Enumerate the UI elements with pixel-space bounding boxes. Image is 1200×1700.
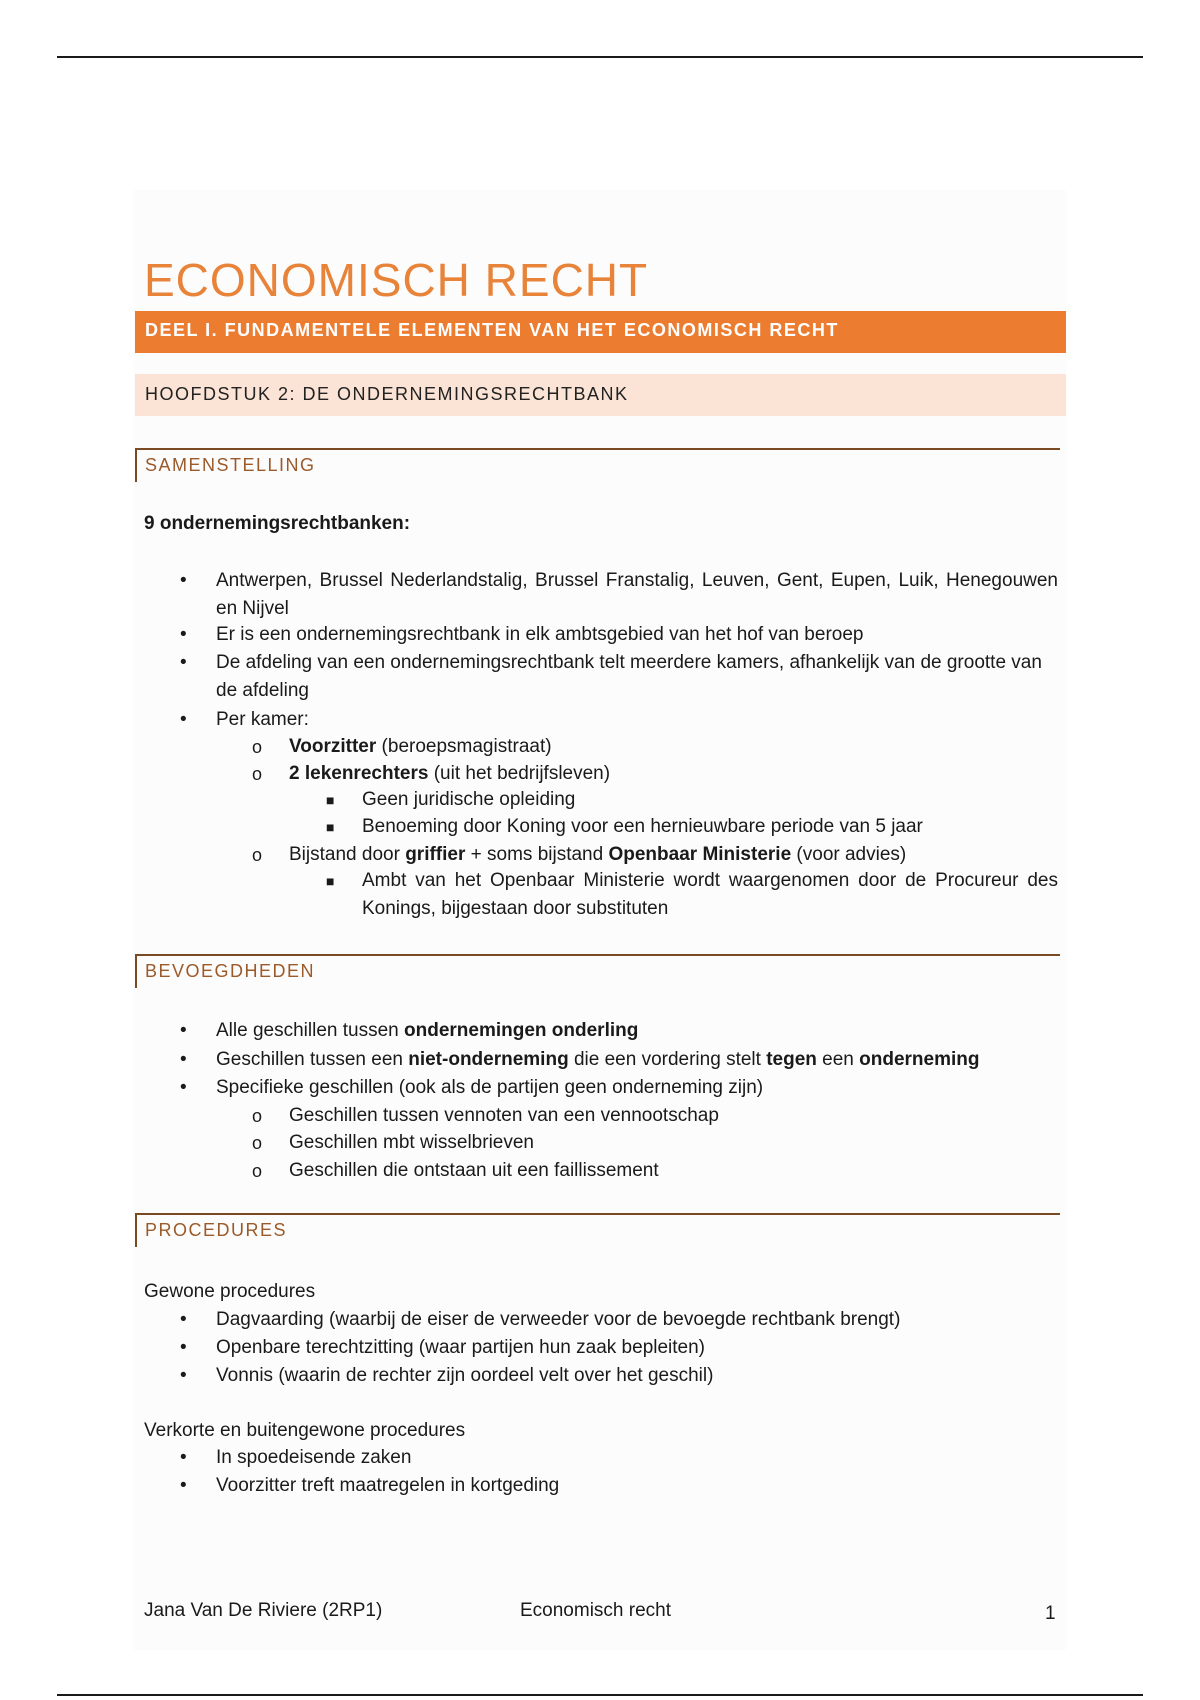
section-heading-samenstelling: SAMENSTELLING [135,448,1060,482]
sub-list-item: Geschillen die ontstaan uit een faillissement [289,1160,659,1181]
bullet-icon: • [180,1447,187,1468]
list-item: Dagvaarding (waarbij de eiser de verweeder voor de bevoegde rechtbank brengt) [216,1309,901,1330]
bullet-icon: • [180,1309,187,1330]
circle-bullet-icon: o [252,845,263,865]
list-item: De afdeling van een ondernemingsrechtbank telt meerdere kamers, afhankelijk van de grootte van de afdeling [216,652,1042,701]
sub-sub-list-item: Ambt van het Openbaar Ministerie wordt waargenomen door de Procureur des Konings, bijgestaan door substituten [362,870,1058,919]
sub-list-item: Voorzitter (beroepsmagistraat) [289,736,552,757]
bullet-icon: • [180,570,187,591]
sub-list-item: Geschillen tussen vennoten van een vennootschap [289,1105,719,1126]
list-item: Geschillen tussen een niet-onderneming die een vordering stelt tegen een onderneming [216,1049,980,1070]
section-heading-bevoegdheden: BEVOEGDHEDEN [135,954,1060,988]
bullet-icon: • [180,1020,187,1041]
document-title: ECONOMISCH RECHT [144,253,649,306]
sub-sub-list-item: Benoeming door Koning voor een hernieuwbare periode van 5 jaar [362,816,923,837]
list-item: Antwerpen, Brussel Nederlandstalig, Brussel Franstalig, Leuven, Gent, Eupen, Luik, Henegouwen en Nijvel [216,570,1058,619]
bullet-icon: • [180,652,187,673]
circle-bullet-icon: o [252,1161,263,1181]
circle-bullet-icon: o [252,764,263,784]
chapter-heading: HOOFDSTUK 2: DE ONDERNEMINGSRECHTBANK [135,374,1066,416]
bullet-icon: • [180,1475,187,1496]
bullet-icon: • [180,709,187,730]
list-item: Vonnis (waarin de rechter zijn oordeel velt over het geschil) [216,1365,714,1386]
sub-list-item: Geschillen mbt wisselbrieven [289,1132,534,1153]
circle-bullet-icon: o [252,1133,263,1153]
bullet-icon: • [180,1077,187,1098]
procedures-label-gewone: Gewone procedures [144,1281,316,1302]
list-item: Er is een ondernemingsrechtbank in elk ambtsgebied van het hof van beroep [216,624,864,645]
procedures-label-verkort: Verkorte en buitengewone procedures [144,1420,466,1441]
part-heading: DEEL I. FUNDAMENTELE ELEMENTEN VAN HET ECONOMISCH RECHT [135,311,1066,353]
square-bullet-icon: ■ [326,819,335,835]
footer-subject: Economisch recht [520,1600,672,1621]
list-item: Per kamer: [216,709,309,730]
footer-author: Jana Van De Riviere (2RP1) [144,1600,383,1621]
list-item: Specifieke geschillen (ook als de partijen geen onderneming zijn) [216,1077,764,1098]
sub-list-item: Bijstand door griffier + soms bijstand Openbaar Ministerie (voor advies) [289,844,907,865]
section-heading-procedures: PROCEDURES [135,1213,1060,1247]
bullet-icon: • [180,1337,187,1358]
list-item: Voorzitter treft maatregelen in kortgeding [216,1475,560,1496]
bullet-icon: • [180,1049,187,1070]
top-rule [57,56,1143,58]
sub-list-item: 2 lekenrechters (uit het bedrijfsleven) [289,763,611,784]
footer-page-number: 1 [1045,1603,1056,1624]
bottom-rule [57,1694,1143,1696]
sub-sub-list-item: Geen juridische opleiding [362,789,576,810]
bullet-icon: • [180,1365,187,1386]
samenstelling-intro: 9 ondernemingsrechtbanken: [144,513,411,534]
circle-bullet-icon: o [252,737,263,757]
list-item: Openbare terechtzitting (waar partijen hun zaak bepleiten) [216,1337,706,1358]
circle-bullet-icon: o [252,1106,263,1126]
list-item: Alle geschillen tussen ondernemingen onderling [216,1020,639,1041]
list-item: In spoedeisende zaken [216,1447,412,1468]
square-bullet-icon: ■ [326,873,335,889]
bullet-icon: • [180,624,187,645]
square-bullet-icon: ■ [326,792,335,808]
